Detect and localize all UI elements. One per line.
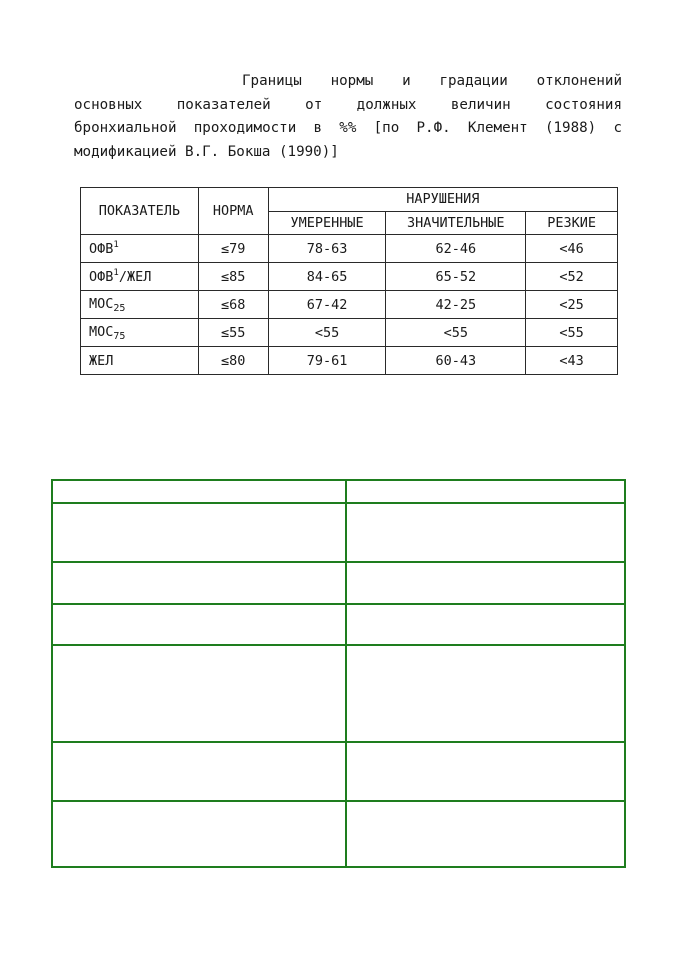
empty-row-2 xyxy=(53,504,624,563)
header-indicator: ПОКАЗАТЕЛЬ xyxy=(81,188,199,235)
severe-cell: <55 xyxy=(526,319,618,347)
indicator-subscript: 25 xyxy=(113,302,126,314)
norm-cell: ≤85 xyxy=(198,263,268,291)
header-significant: ЗНАЧИТЕЛЬНЫЕ xyxy=(386,211,526,235)
header-violations: НАРУШЕНИЯ xyxy=(268,188,617,212)
indicator-cell xyxy=(81,263,199,291)
caption-line-2: основных показателей от должных величин состояния xyxy=(74,96,622,113)
empty-row-7 xyxy=(53,802,624,868)
severe-cell: <43 xyxy=(526,347,618,375)
indicator-cell xyxy=(81,347,199,375)
caption-line-1: Границы нормы и градации отклонений xyxy=(242,73,622,89)
severe-cell: <46 xyxy=(526,235,618,263)
indicator-name: МОС xyxy=(89,295,114,312)
moderate-cell: <55 xyxy=(268,319,386,347)
severe-cell: <25 xyxy=(526,291,618,319)
table-row xyxy=(81,235,618,263)
indicator-superscript: 1 xyxy=(113,240,119,250)
indicator-cell xyxy=(81,235,199,263)
indicator-superscript: 1 xyxy=(113,268,119,278)
significant-cell: 42-25 xyxy=(386,291,526,319)
empty-row-4 xyxy=(53,605,624,646)
severe-cell: <52 xyxy=(526,263,618,291)
table-row xyxy=(81,347,618,375)
table-row xyxy=(81,319,618,347)
empty-row-6 xyxy=(53,743,624,802)
empty-green-table xyxy=(51,479,626,868)
caption-line-4: модификацией В.Г. Бокша (1990)] xyxy=(74,143,339,160)
indicator-name: ОФВ xyxy=(89,269,114,285)
moderate-cell: 67-42 xyxy=(268,291,386,319)
norm-cell: ≤79 xyxy=(198,235,268,263)
indicator-cell xyxy=(81,319,199,347)
header-moderate: УМЕРЕННЫЕ xyxy=(268,211,386,235)
table-row xyxy=(81,263,618,291)
empty-row-1 xyxy=(53,481,624,504)
significant-cell: 60-43 xyxy=(386,347,526,375)
indicator-cell xyxy=(81,291,199,319)
norm-cell: ≤55 xyxy=(198,319,268,347)
empty-row-3 xyxy=(53,563,624,605)
table-row xyxy=(81,291,618,319)
moderate-cell: 79-61 xyxy=(268,347,386,375)
caption-line-3: бронхиальной проходимости в %% [по Р.Ф. Клемент (1988) с xyxy=(74,120,622,136)
empty-row-5 xyxy=(53,646,624,743)
moderate-cell: 78-63 xyxy=(268,235,386,263)
significant-cell: <55 xyxy=(386,319,526,347)
indicator-suffix: /ЖЕЛ xyxy=(118,269,152,285)
table-caption xyxy=(74,70,622,164)
significant-cell: 65-52 xyxy=(386,263,526,291)
indicator-name: ЖЕЛ xyxy=(89,352,114,369)
norm-cell: ≤68 xyxy=(198,291,268,319)
spirometry-grades-table xyxy=(80,187,618,375)
significant-cell: 62-46 xyxy=(386,235,526,263)
norm-cell: ≤80 xyxy=(198,347,268,375)
header-severe: РЕЗКИЕ xyxy=(526,211,618,235)
indicator-name: ОФВ xyxy=(89,241,114,257)
indicator-subscript: 75 xyxy=(113,330,126,342)
indicator-name: МОС xyxy=(89,323,114,340)
moderate-cell: 84-65 xyxy=(268,263,386,291)
header-norm: НОРМА xyxy=(198,188,268,235)
